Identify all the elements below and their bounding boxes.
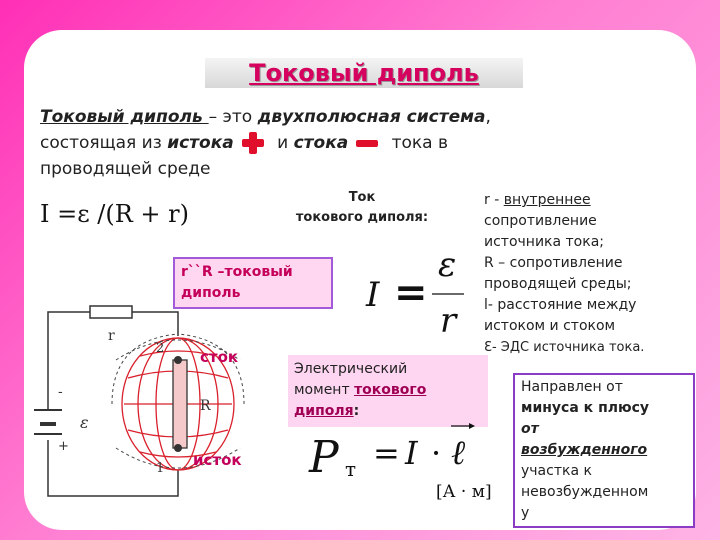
resistor-r [90, 306, 132, 318]
direction-unexcited2: у [521, 505, 530, 521]
legend-text [484, 190, 694, 358]
legend-l-line2: истоком и стоком [484, 318, 616, 334]
legend-r-prefix: r - [484, 192, 504, 208]
and-text: и [271, 133, 294, 153]
legend-R-line1: R – сопротивление [484, 255, 623, 271]
minus-icon [356, 140, 378, 147]
direction-excited: возбужденного [521, 442, 648, 458]
direction-ot: от [521, 421, 539, 437]
moment-formula [305, 420, 495, 482]
moment-line1: Электрический [294, 361, 408, 377]
legend-emf-line: Ɛ- ЭДС источника тока. [484, 340, 645, 355]
battery-plus: + [58, 439, 69, 454]
current-formula [360, 246, 470, 356]
sink-label: сток [200, 348, 239, 366]
definition-text [40, 104, 600, 182]
moment-sub: т [345, 457, 357, 481]
moment-dot: · [431, 434, 442, 472]
moment-eq: = [373, 434, 400, 472]
moment-I: I [405, 434, 418, 472]
direction-unexcited1: невозбужденном [521, 484, 649, 500]
formula-eq: = [394, 270, 428, 316]
resistor-r-label: r [108, 328, 115, 344]
direction-line1: Направлен от [521, 379, 623, 395]
plus-icon [242, 132, 264, 154]
formula-I: I [366, 275, 380, 315]
current-heading [262, 188, 462, 228]
def-tail: тока в [386, 133, 449, 153]
sink-electrode [174, 356, 182, 364]
formula-numerator: ε [438, 246, 457, 285]
term-system: двухполюсная система [257, 107, 486, 127]
legend-r-line3: источника тока; [484, 234, 604, 250]
direction-to-plus: к плюсу [578, 400, 650, 416]
legend-r-link: внутреннее [503, 192, 591, 208]
moment-l: ℓ [451, 433, 466, 473]
moment-link1: токового [354, 382, 427, 398]
moment-link2: диполя [294, 403, 354, 419]
direction-part: участка к [521, 463, 592, 479]
dipole-note-line2: диполь [181, 285, 241, 301]
battery-minus: - [58, 385, 63, 400]
moment-line2: момент [294, 382, 355, 398]
dash-text: – это [208, 107, 258, 127]
legend-r-line2: сопротивление [484, 213, 597, 229]
legend-l-line1: l- расстояние между [484, 297, 637, 313]
circuit-wire [48, 312, 178, 410]
term-sink: стока [293, 133, 349, 153]
moment-box [288, 355, 488, 427]
term-source: истока [167, 133, 234, 153]
current-heading-line2: токового диполя: [295, 210, 429, 225]
node-1-label: 1 [156, 461, 165, 476]
direction-box [513, 373, 695, 528]
legend-R-line2: проводящей среды; [484, 276, 632, 292]
dipole-circuit-diagram [28, 300, 260, 528]
ohm-formula: I =ε /(R + r) [40, 200, 190, 228]
def-line3: проводящей среде [40, 159, 211, 179]
dipole-R-label: R [200, 398, 211, 414]
current-heading-line1: Ток [348, 190, 376, 205]
units-label: [А · м] [436, 482, 492, 502]
vector-arrow-icon [469, 423, 475, 429]
formula-denominator: r [440, 301, 457, 341]
comma: , [485, 107, 491, 127]
dipole-resistor [173, 360, 187, 448]
direction-minus: минуса [521, 400, 579, 416]
moment-P: P [309, 432, 339, 482]
dipole-note-line1: r``R –токовый [181, 264, 293, 280]
moment-colon: : [353, 403, 360, 419]
def-line2: состоящая из [40, 133, 168, 153]
term-dipole: Токовый диполь [40, 107, 209, 127]
node-2-label: 2 [156, 341, 165, 356]
source-label: исток [193, 451, 242, 469]
emf-label: ε [80, 413, 89, 432]
slide-title: Токовый диполь [205, 58, 523, 88]
source-electrode [174, 444, 182, 452]
